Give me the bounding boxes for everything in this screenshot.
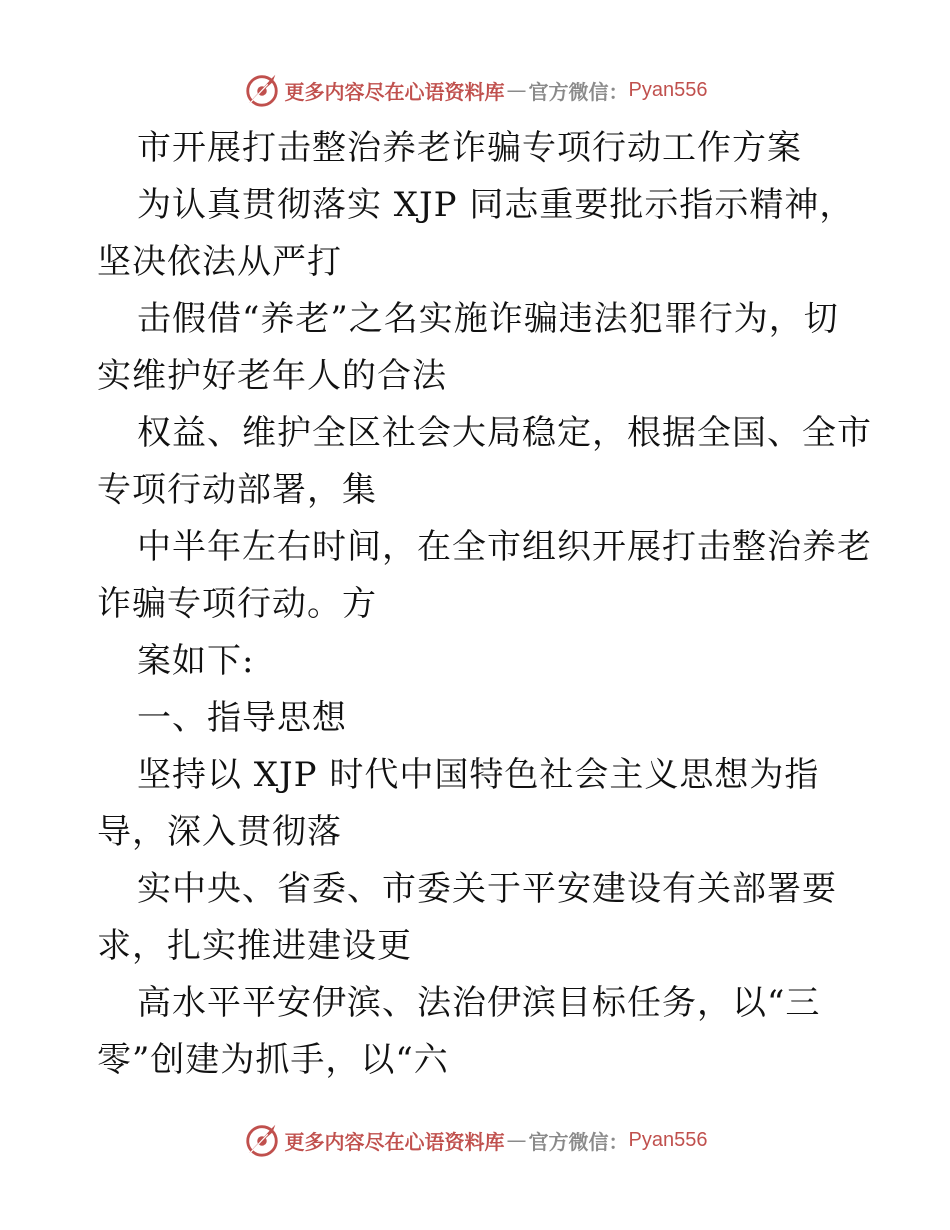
watermark-main-text: 更多内容尽在心语资料库 <box>284 79 505 104</box>
watermark-sub-text: 官方微信： <box>528 1129 629 1154</box>
paragraph-line: 击假借“养老”之名实施诈骗违法犯罪行为，切 <box>137 299 839 339</box>
paragraph-line: 中半年左右时间，在全市组织开展打击整治养老 <box>137 527 872 567</box>
paragraph-line: 权益、维护全区社会大局稳定，根据全国、全市 <box>137 413 872 453</box>
paragraph-line: 求，扎实推进建设更 <box>97 926 412 966</box>
quill-logo-icon <box>243 1121 281 1159</box>
watermark-dash: — <box>506 1128 527 1152</box>
quill-logo-icon <box>243 71 281 109</box>
watermark-wechat-id: Pyan556 <box>628 78 708 101</box>
paragraph-line: 实维护好老年人的合法 <box>97 356 447 396</box>
watermark-wechat-id: Pyan556 <box>628 1128 708 1151</box>
document-title: 市开展打击整治养老诈骗专项行动工作方案 <box>137 128 802 168</box>
watermark-dash: — <box>506 78 527 102</box>
paragraph-line: 坚持以 XJP 时代中国特色社会主义思想为指 <box>137 755 820 795</box>
paragraph-line: 高水平平安伊滨、法治伊滨目标任务，以“三 <box>137 983 821 1023</box>
paragraph-line: 为认真贯彻落实 XJP 同志重要批示指示精神， <box>137 185 855 225</box>
document-body <box>97 120 872 1089</box>
paragraph-line: 专项行动部署，集 <box>97 470 377 510</box>
footer-watermark <box>0 1118 950 1162</box>
paragraph-line: 实中央、省委、市委关于平安建设有关部署要 <box>137 869 837 909</box>
paragraph-line: 坚决依法从严打 <box>97 242 342 282</box>
watermark-sub-text: 官方微信： <box>528 79 629 104</box>
section-heading: 一、指导思想 <box>137 698 347 738</box>
watermark-main-text: 更多内容尽在心语资料库 <box>284 1129 505 1154</box>
paragraph-line: 零”创建为抓手，以“六 <box>97 1040 449 1080</box>
paragraph-line: 案如下: <box>137 641 255 681</box>
paragraph-line: 导，深入贯彻落 <box>97 812 342 852</box>
paragraph-line: 诈骗专项行动。方 <box>97 584 377 624</box>
header-watermark <box>0 68 950 112</box>
